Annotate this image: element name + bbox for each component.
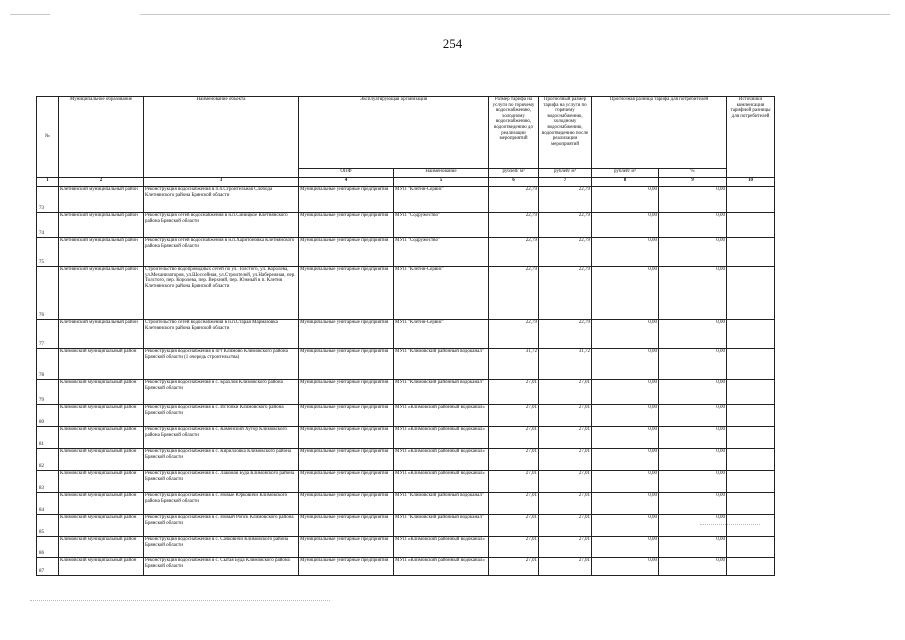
tariff-after-cell: 22,79 bbox=[539, 267, 592, 320]
municipal-cell: Климовский муниципальный район bbox=[59, 427, 144, 449]
row-number: 83 bbox=[37, 471, 59, 493]
sources-cell bbox=[727, 320, 775, 349]
table-row bbox=[37, 493, 775, 515]
object-cell: Реконструкция водоснабжения в с. Истопки Климовского района Брянской области bbox=[144, 405, 299, 427]
object-cell: Реконструкция водоснабжения в пгт Климово Климовского района Брянской области (1 очередь строительства) bbox=[144, 349, 299, 380]
opf-cell: Муниципальные унитарные предприятия bbox=[299, 238, 394, 267]
index-cell: 8 bbox=[592, 178, 659, 187]
index-cell: 6 bbox=[489, 178, 539, 187]
sources-cell bbox=[727, 238, 775, 267]
scan-edge-line bbox=[10, 14, 50, 15]
index-cell: 1 bbox=[37, 178, 59, 187]
opf-cell: Муниципальные унитарные предприятия bbox=[299, 427, 394, 449]
diff-pct-cell: 0,00 bbox=[659, 405, 727, 427]
sources-cell bbox=[727, 493, 775, 515]
sources-cell bbox=[727, 405, 775, 427]
municipal-cell: Климовский муниципальный район bbox=[59, 449, 144, 471]
municipal-cell: Клетнянский муниципальный район bbox=[59, 267, 144, 320]
opf-cell: Муниципальные унитарные предприятия bbox=[299, 320, 394, 349]
index-cell: 3 bbox=[144, 178, 299, 187]
header-no: № bbox=[37, 97, 59, 178]
tariff-after-cell: 22,79 bbox=[539, 213, 592, 238]
header-forecast-tariff: Прогнозный размер тарифа на услуги по горячему водоснабжению, холодному водоснабжению, водоотведению после реализации мероприятий bbox=[539, 97, 592, 169]
tariff-after-cell: 22,79 bbox=[539, 320, 592, 349]
tariff-before-cell: 27,01 bbox=[489, 558, 539, 576]
municipal-cell: Климовский муниципальный район bbox=[59, 471, 144, 493]
diff-rub-cell: 0,00 bbox=[592, 213, 659, 238]
header-unit-percent: % bbox=[659, 169, 727, 178]
opf-cell: Муниципальные унитарные предприятия bbox=[299, 471, 394, 493]
object-cell: Реконструкция водоснабжения в с. Лакомая Буда Климовского района Брянской области bbox=[144, 471, 299, 493]
operator-name-cell: МУП "Климовский районный водоканал" bbox=[394, 515, 489, 537]
header-name: Наименование bbox=[394, 169, 489, 178]
object-cell: Реконструкция водоснабжения в п.п.Строительная Слобода Клетнянского района Брянской области bbox=[144, 187, 299, 213]
tariff-before-cell: 22,79 bbox=[489, 187, 539, 213]
table-row bbox=[37, 537, 775, 558]
operator-name-cell: МУП «Климовский районный водоканал» bbox=[394, 449, 489, 471]
scan-noise bbox=[30, 600, 330, 601]
tariff-after-cell: 22,79 bbox=[539, 187, 592, 213]
sources-cell bbox=[727, 471, 775, 493]
row-number: 86 bbox=[37, 537, 59, 558]
diff-rub-cell: 0,00 bbox=[592, 537, 659, 558]
operator-name-cell: МУП "Клетня-Сервис" bbox=[394, 267, 489, 320]
operator-name-cell: МУП "Содружество" bbox=[394, 213, 489, 238]
table-row bbox=[37, 349, 775, 380]
sources-cell bbox=[727, 349, 775, 380]
opf-cell: Муниципальные унитарные предприятия bbox=[299, 349, 394, 380]
table-body bbox=[37, 187, 775, 576]
row-number: 75 bbox=[37, 238, 59, 267]
row-number: 78 bbox=[37, 349, 59, 380]
object-cell: Реконструкция водоснабжения в с. Каменский Хутор Климовского района Брянской области bbox=[144, 427, 299, 449]
tariff-before-cell: 27,01 bbox=[489, 493, 539, 515]
diff-rub-cell: 0,00 bbox=[592, 349, 659, 380]
scan-noise bbox=[700, 524, 760, 525]
header-forecast-diff: Прогнозная разница тарифа для потребителей bbox=[592, 97, 727, 169]
row-number: 74 bbox=[37, 213, 59, 238]
object-cell: Реконструкция водоснабжения в с. Кирилловка Климовского района Брянской области bbox=[144, 449, 299, 471]
row-number: 81 bbox=[37, 427, 59, 449]
municipal-cell: Клетнянский муниципальный район bbox=[59, 213, 144, 238]
diff-pct-cell: 0,00 bbox=[659, 238, 727, 267]
scan-edge-line bbox=[140, 14, 890, 15]
opf-cell: Муниципальные унитарные предприятия bbox=[299, 537, 394, 558]
tariff-before-cell: 22,79 bbox=[489, 238, 539, 267]
object-cell: Строительство водопроводных сетей по ул. Толстого, ул. Королева, ул.Механизаторов, ул.Шоссейная, ул.Строителей, ул.Набережная, пер. Толстого, пер. Королева, пер. Верхний, пер. Южный в п. Клетня Клетнянского района Брянской области bbox=[144, 267, 299, 320]
operator-name-cell: МУП «Климовский районный водоканал» bbox=[394, 558, 489, 576]
municipal-cell: Климовский муниципальный район bbox=[59, 405, 144, 427]
table-row bbox=[37, 471, 775, 493]
table-row bbox=[37, 238, 775, 267]
municipal-cell: Климовский муниципальный район bbox=[59, 558, 144, 576]
diff-rub-cell: 0,00 bbox=[592, 515, 659, 537]
municipal-cell: Клетнянский муниципальный район bbox=[59, 238, 144, 267]
opf-cell: Муниципальные унитарные предприятия bbox=[299, 558, 394, 576]
tariff-after-cell: 22,79 bbox=[539, 238, 592, 267]
header-municipal: Муниципальное образование bbox=[59, 97, 144, 178]
object-cell: Реконструкция сетей водоснабжения в н.п.Харитоновка Клетнянского района Брянской области bbox=[144, 238, 299, 267]
opf-cell: Муниципальные унитарные предприятия bbox=[299, 493, 394, 515]
tariff-before-cell: 22,79 bbox=[489, 267, 539, 320]
operator-name-cell: МУП "Климовский районный водоканал" bbox=[394, 349, 489, 380]
diff-pct-cell: 0,00 bbox=[659, 320, 727, 349]
table-row bbox=[37, 558, 775, 576]
sources-cell bbox=[727, 427, 775, 449]
diff-rub-cell: 0,00 bbox=[592, 238, 659, 267]
tariff-after-cell: 27,01 bbox=[539, 515, 592, 537]
sources-cell bbox=[727, 558, 775, 576]
diff-rub-cell: 0,00 bbox=[592, 187, 659, 213]
index-cell: 9 bbox=[659, 178, 727, 187]
row-number: 85 bbox=[37, 515, 59, 537]
diff-pct-cell: 0,00 bbox=[659, 471, 727, 493]
municipal-cell: Климовский муниципальный район bbox=[59, 349, 144, 380]
diff-pct-cell: 0,00 bbox=[659, 380, 727, 405]
table-row bbox=[37, 427, 775, 449]
diff-rub-cell: 0,00 bbox=[592, 320, 659, 349]
municipal-cell: Клетнянский муниципальный район bbox=[59, 320, 144, 349]
opf-cell: Муниципальные унитарные предприятия bbox=[299, 405, 394, 427]
diff-rub-cell: 0,00 bbox=[592, 267, 659, 320]
tariff-after-cell: 27,01 bbox=[539, 537, 592, 558]
diff-rub-cell: 0,00 bbox=[592, 558, 659, 576]
sources-cell bbox=[727, 537, 775, 558]
tariff-before-cell: 27,01 bbox=[489, 471, 539, 493]
municipal-cell: Климовский муниципальный район bbox=[59, 515, 144, 537]
row-number: 82 bbox=[37, 449, 59, 471]
diff-rub-cell: 0,00 bbox=[592, 405, 659, 427]
tariff-before-cell: 27,01 bbox=[489, 380, 539, 405]
header-object: Наименование объекта bbox=[144, 97, 299, 178]
municipal-cell: Климовский муниципальный район bbox=[59, 537, 144, 558]
tariff-before-cell: 27,01 bbox=[489, 427, 539, 449]
diff-pct-cell: 0,00 bbox=[659, 493, 727, 515]
diff-rub-cell: 0,00 bbox=[592, 471, 659, 493]
sources-cell bbox=[727, 515, 775, 537]
tariff-after-cell: 27,01 bbox=[539, 558, 592, 576]
table-row bbox=[37, 320, 775, 349]
table-row bbox=[37, 267, 775, 320]
tariff-before-cell: 27,01 bbox=[489, 537, 539, 558]
sources-cell bbox=[727, 187, 775, 213]
opf-cell: Муниципальные унитарные предприятия bbox=[299, 267, 394, 320]
opf-cell: Муниципальные унитарные предприятия bbox=[299, 515, 394, 537]
table-row bbox=[37, 380, 775, 405]
diff-pct-cell: 0,00 bbox=[659, 537, 727, 558]
table-row bbox=[37, 405, 775, 427]
tariff-before-cell: 27,01 bbox=[489, 449, 539, 471]
municipal-cell: Климовский муниципальный район bbox=[59, 493, 144, 515]
tariff-before-cell: 22,79 bbox=[489, 213, 539, 238]
sources-cell bbox=[727, 213, 775, 238]
header-unit: рублей/ м³ bbox=[592, 169, 659, 178]
diff-rub-cell: 0,00 bbox=[592, 427, 659, 449]
municipal-cell: Климовский муниципальный район bbox=[59, 380, 144, 405]
row-number: 84 bbox=[37, 493, 59, 515]
operator-name-cell: МУП "Клетня-Сервис" bbox=[394, 187, 489, 213]
diff-pct-cell: 0,00 bbox=[659, 267, 727, 320]
tariff-after-cell: 31,72 bbox=[539, 349, 592, 380]
row-number: 87 bbox=[37, 558, 59, 576]
tariff-before-cell: 27,01 bbox=[489, 515, 539, 537]
opf-cell: Муниципальные унитарные предприятия bbox=[299, 213, 394, 238]
header-unit: рублей/ м³ bbox=[489, 169, 539, 178]
opf-cell: Муниципальные унитарные предприятия bbox=[299, 380, 394, 405]
page-number: 254 bbox=[442, 36, 463, 51]
table-row bbox=[37, 515, 775, 537]
diff-rub-cell: 0,00 bbox=[592, 380, 659, 405]
index-cell: 5 bbox=[394, 178, 489, 187]
header-unit: рублей/ м³ bbox=[539, 169, 592, 178]
header-opf: ОПФ bbox=[299, 169, 394, 178]
tariff-before-cell: 27,01 bbox=[489, 405, 539, 427]
header-operator: Эксплуатирующая организация bbox=[299, 97, 489, 169]
tariff-after-cell: 27,01 bbox=[539, 405, 592, 427]
object-cell: Реконструкция водоснабжения в с. Новый Ропск Климовского района Брянской области bbox=[144, 515, 299, 537]
tariff-after-cell: 27,01 bbox=[539, 449, 592, 471]
diff-rub-cell: 0,00 bbox=[592, 493, 659, 515]
diff-pct-cell: 0,00 bbox=[659, 427, 727, 449]
object-cell: Реконструкция водоснабжения в с. Новые Юрковичи Климовского района Брянской области bbox=[144, 493, 299, 515]
operator-name-cell: МУП "Климовский районный водоканал" bbox=[394, 380, 489, 405]
index-cell: 7 bbox=[539, 178, 592, 187]
index-row bbox=[37, 178, 775, 187]
object-cell: Реконструкция водоснабжения в с. Сачковичи Климовского района Брянской области bbox=[144, 537, 299, 558]
municipal-cell: Клетнянский муниципальный район bbox=[59, 187, 144, 213]
diff-rub-cell: 0,00 bbox=[592, 449, 659, 471]
index-cell: 10 bbox=[727, 178, 775, 187]
operator-name-cell: МУП "Клетня-Сервис" bbox=[394, 320, 489, 349]
table-row bbox=[37, 213, 775, 238]
object-cell: Реконструкция водоснабжения в с. Брахлов Климовского района Брянской области bbox=[144, 380, 299, 405]
row-number: 76 bbox=[37, 267, 59, 320]
sources-cell bbox=[727, 267, 775, 320]
table-row bbox=[37, 187, 775, 213]
table-row bbox=[37, 449, 775, 471]
tariff-after-cell: 27,01 bbox=[539, 493, 592, 515]
header-sources: Источники компенсации тарифной разницы для потребителей bbox=[727, 97, 775, 178]
sources-cell bbox=[727, 449, 775, 471]
header-row bbox=[37, 97, 775, 169]
sources-cell bbox=[727, 380, 775, 405]
diff-pct-cell: 0,00 bbox=[659, 187, 727, 213]
row-number: 79 bbox=[37, 380, 59, 405]
operator-name-cell: МУП «Климовский районный водоканал» bbox=[394, 537, 489, 558]
index-cell: 2 bbox=[59, 178, 144, 187]
operator-name-cell: МУП «Климовский районный водоканал» bbox=[394, 471, 489, 493]
diff-pct-cell: 0,00 bbox=[659, 213, 727, 238]
object-cell: Строительство сетей водоснабжения в н.п.Старая Мармазовка Клетнянского района Брянской области bbox=[144, 320, 299, 349]
operator-name-cell: МУП "Климовский районный водоканал" bbox=[394, 493, 489, 515]
diff-pct-cell: 0,00 bbox=[659, 515, 727, 537]
operator-name-cell: МУП «Климовский районный водоканал» bbox=[394, 427, 489, 449]
opf-cell: Муниципальные унитарные предприятия bbox=[299, 187, 394, 213]
operator-name-cell: МУП «Климовский районный водоканал» bbox=[394, 405, 489, 427]
tariff-after-cell: 27,01 bbox=[539, 427, 592, 449]
object-cell: Реконструкция водоснабжения в с. Сытая Буда Климовского района Брянской области bbox=[144, 558, 299, 576]
operator-name-cell: МУП "Содружество" bbox=[394, 238, 489, 267]
row-number: 77 bbox=[37, 320, 59, 349]
header-tariff: Размер тарифа на услуги по горячему водоснабжению, холодному водоснабжению, водоотведению до реализации мероприятий bbox=[489, 97, 539, 169]
index-cell: 4 bbox=[299, 178, 394, 187]
diff-pct-cell: 0,00 bbox=[659, 558, 727, 576]
tariff-before-cell: 31,72 bbox=[489, 349, 539, 380]
tariff-after-cell: 27,01 bbox=[539, 380, 592, 405]
tariff-after-cell: 27,01 bbox=[539, 471, 592, 493]
register-table bbox=[36, 96, 775, 576]
opf-cell: Муниципальные унитарные предприятия bbox=[299, 449, 394, 471]
row-number: 80 bbox=[37, 405, 59, 427]
diff-pct-cell: 0,00 bbox=[659, 349, 727, 380]
tariff-before-cell: 22,79 bbox=[489, 320, 539, 349]
diff-pct-cell: 0,00 bbox=[659, 449, 727, 471]
object-cell: Реконструкция сетей водоснабжения в н.п.Синицкое Клетнянского района Брянской области bbox=[144, 213, 299, 238]
row-number: 73 bbox=[37, 187, 59, 213]
